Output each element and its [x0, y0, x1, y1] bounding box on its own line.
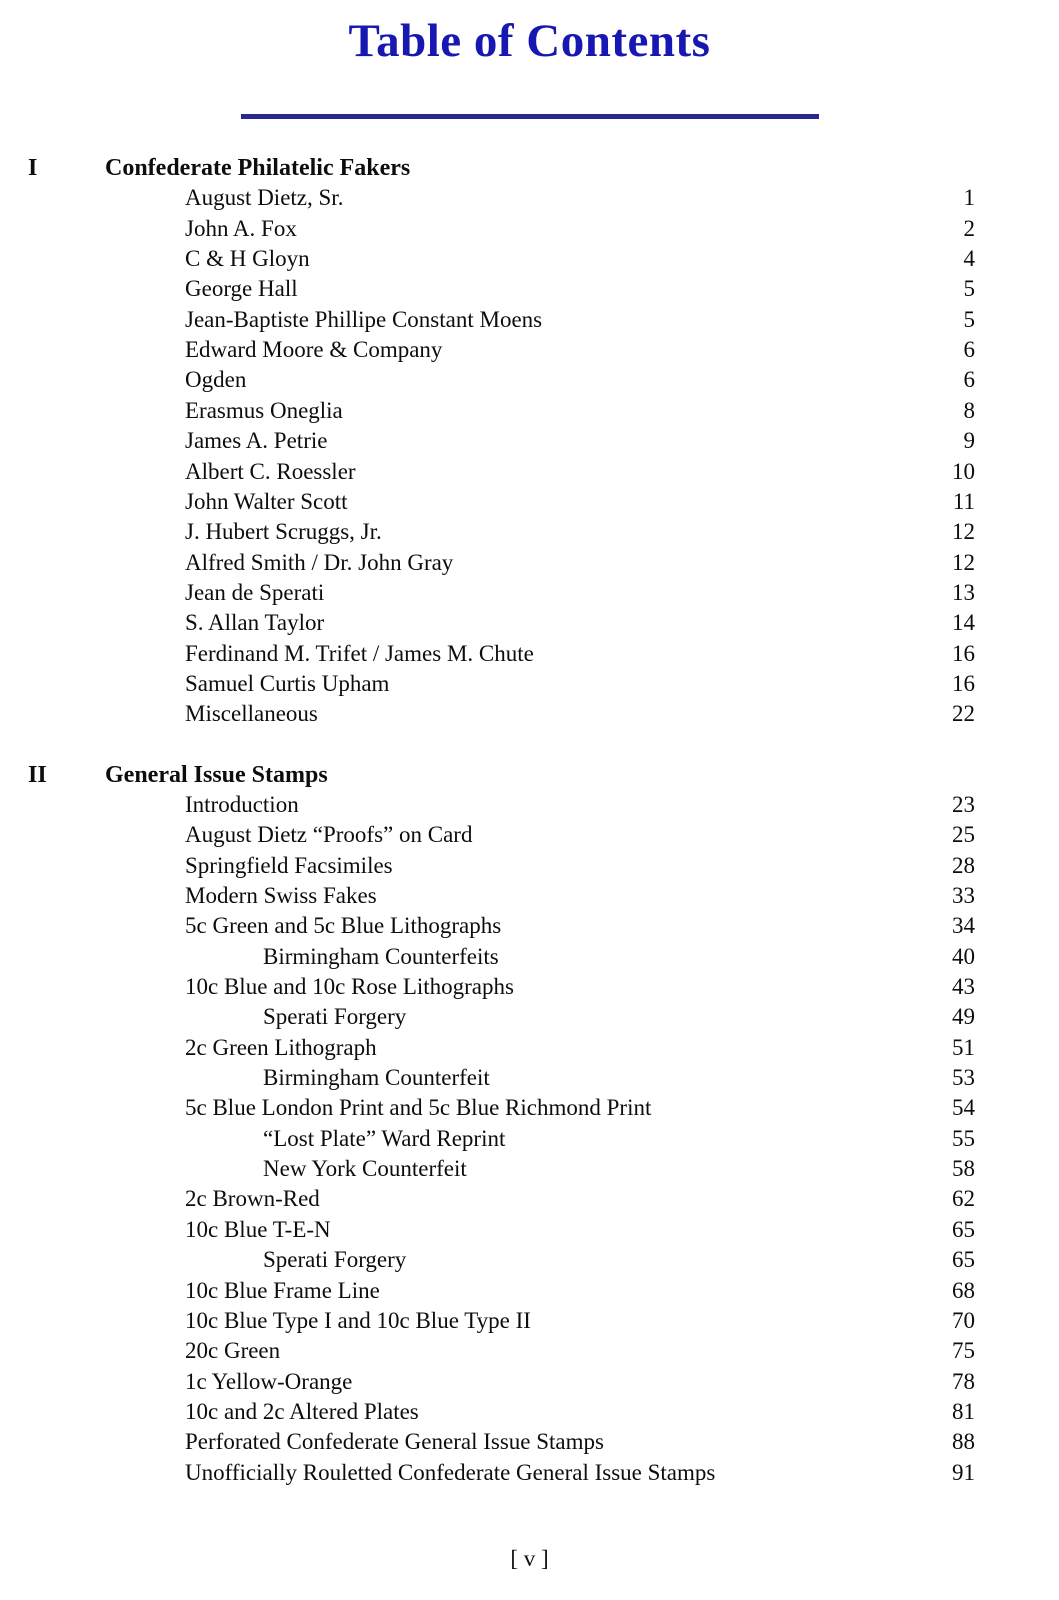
toc-entry-page: 34 [952, 913, 975, 939]
toc-entry-label: James A. Petrie [185, 428, 328, 454]
toc-entry-page: 6 [963, 337, 975, 363]
toc-entry-page: 9 [963, 428, 975, 454]
toc-entry-page: 70 [952, 1307, 975, 1333]
toc-entry-page: 54 [952, 1095, 975, 1121]
toc-entry-label: Erasmus Oneglia [185, 397, 343, 423]
toc-entry-page: 49 [952, 1004, 975, 1030]
toc-entry [0, 214, 1059, 244]
toc-entry-page: 33 [952, 883, 975, 909]
toc-entry-label: Ferdinand M. Trifet / James M. Chute [185, 640, 534, 666]
toc-entry [0, 305, 1059, 335]
toc-entry-page: 1 [963, 185, 975, 211]
toc-entry [0, 881, 1059, 911]
toc-entry [0, 608, 1059, 638]
toc-entry [0, 972, 1059, 1002]
toc-entry-page: 51 [952, 1034, 975, 1060]
toc-entry-page: 12 [952, 519, 975, 545]
toc-entry-page: 58 [952, 1156, 975, 1182]
toc-entry-page: 91 [952, 1459, 975, 1485]
section-header [0, 760, 1059, 790]
toc-entry-page: 16 [952, 640, 975, 666]
toc-entry-page: 5 [963, 306, 975, 332]
toc-entry [0, 365, 1059, 395]
toc-entry-label: 1c Yellow-Orange [185, 1368, 353, 1394]
toc-entry-label: Unofficially Rouletted Confederate General Issue Stamps [185, 1459, 716, 1485]
toc-entry [0, 548, 1059, 578]
toc-entry [0, 1336, 1059, 1366]
toc-entry [0, 942, 1059, 972]
toc-entry-label: Alfred Smith / Dr. John Gray [185, 549, 454, 575]
toc-entry-label: Miscellaneous [185, 701, 318, 727]
toc-entry-label: Jean de Sperati [185, 579, 325, 605]
toc-entry-label: Ogden [185, 367, 247, 393]
section-numeral: I [28, 155, 38, 181]
toc-entry [0, 1215, 1059, 1245]
toc-entry-page: 53 [952, 1065, 975, 1091]
toc-entry-label: New York Counterfeit [263, 1156, 467, 1182]
toc-entry-label: 10c Blue Frame Line [185, 1277, 380, 1303]
toc-body [0, 153, 1059, 1488]
toc-entry [0, 1367, 1059, 1397]
toc-entry-page: 11 [952, 488, 975, 514]
toc-entry-label: John A. Fox [185, 215, 297, 241]
toc-entry-label: S. Allan Taylor [185, 610, 325, 636]
toc-entry-label: Edward Moore & Company [185, 337, 443, 363]
section-title: General Issue Stamps [105, 761, 328, 788]
toc-entry [0, 396, 1059, 426]
toc-entry-label: 20c Green [185, 1338, 281, 1364]
toc-entry [0, 1154, 1059, 1184]
toc-entry-page: 2 [963, 215, 975, 241]
toc-entry-label: 10c Blue and 10c Rose Lithographs [185, 974, 514, 1000]
toc-entry [0, 457, 1059, 487]
toc-entry [0, 183, 1059, 213]
toc-entry-page: 22 [952, 701, 975, 727]
toc-entry-page: 16 [952, 670, 975, 696]
page-title: Table of Contents [348, 15, 711, 67]
toc-entry-page: 62 [952, 1186, 975, 1212]
section-header [0, 153, 1059, 183]
toc-entry [0, 1276, 1059, 1306]
toc-entry [0, 1093, 1059, 1123]
toc-entry-page: 10 [952, 458, 975, 484]
toc-entry-label: 10c and 2c Altered Plates [185, 1398, 419, 1424]
toc-entry [0, 1002, 1059, 1032]
toc-entry [0, 426, 1059, 456]
section-numeral: II [28, 761, 47, 788]
toc-entry-label: Jean-Baptiste Phillipe Constant Moens [185, 306, 543, 332]
toc-entry-page: 55 [952, 1125, 975, 1151]
toc-entry-label: Modern Swiss Fakes [185, 883, 377, 909]
toc-entry-label: Sperati Forgery [263, 1247, 407, 1273]
toc-entry-label: Sperati Forgery [263, 1004, 407, 1030]
toc-entry [0, 1458, 1059, 1488]
toc-entry [0, 274, 1059, 304]
toc-entry-page: 65 [952, 1216, 975, 1242]
toc-entry-page: 78 [952, 1368, 975, 1394]
toc-entry-page: 43 [952, 974, 975, 1000]
toc-entry-page: 25 [952, 822, 975, 848]
toc-entry [0, 851, 1059, 881]
toc-entry [0, 1124, 1059, 1154]
toc-entry [0, 1245, 1059, 1275]
toc-entry-label: J. Hubert Scruggs, Jr. [185, 519, 382, 545]
toc-entry-label: C & H Gloyn [185, 246, 310, 272]
title-divider [241, 114, 819, 119]
toc-entry-label: 10c Blue Type I and 10c Blue Type II [185, 1307, 531, 1333]
toc-entry-page: 88 [952, 1429, 975, 1455]
toc-entry-label: “Lost Plate” Ward Reprint [263, 1125, 506, 1151]
toc-entry [0, 1184, 1059, 1214]
toc-entry [0, 820, 1059, 850]
toc-entry-label: Perforated Confederate General Issue Stamps [185, 1429, 604, 1455]
toc-entry-page: 28 [952, 852, 975, 878]
toc-entry-page: 65 [952, 1247, 975, 1273]
toc-entry [0, 911, 1059, 941]
toc-entry-page: 81 [952, 1398, 975, 1424]
toc-entry-page: 8 [963, 397, 975, 423]
toc-entry-page: 68 [952, 1277, 975, 1303]
toc-entry-page: 5 [963, 276, 975, 302]
toc-section [0, 153, 1059, 730]
toc-entry-label: John Walter Scott [185, 488, 348, 514]
toc-entry-label: August Dietz, Sr. [185, 185, 344, 211]
toc-entry [0, 639, 1059, 669]
toc-entry [0, 487, 1059, 517]
toc-entry-page: 13 [952, 579, 975, 605]
section-title: Confederate Philatelic Fakers [105, 155, 411, 181]
toc-entry [0, 1427, 1059, 1457]
toc-section [0, 760, 1059, 1488]
toc-entry [0, 1397, 1059, 1427]
toc-entry-page: 4 [963, 246, 975, 272]
toc-entry-label: 5c Green and 5c Blue Lithographs [185, 913, 502, 939]
toc-entry-page: 23 [952, 792, 975, 817]
toc-entry [0, 669, 1059, 699]
toc-entry-page: 6 [963, 367, 975, 393]
toc-entry-page: 12 [952, 549, 975, 575]
toc-entry [0, 335, 1059, 365]
toc-entry-label: George Hall [185, 276, 298, 302]
toc-entry [0, 790, 1059, 820]
toc-entry-label: August Dietz “Proofs” on Card [185, 822, 473, 848]
toc-entry [0, 578, 1059, 608]
toc-entry [0, 517, 1059, 547]
toc-entry [0, 1033, 1059, 1063]
toc-entry-page: 75 [952, 1338, 975, 1364]
toc-entry-label: Birmingham Counterfeits [263, 943, 499, 969]
toc-entry [0, 1063, 1059, 1093]
toc-entry [0, 244, 1059, 274]
toc-entry-page: 40 [952, 943, 975, 969]
toc-entry [0, 699, 1059, 729]
toc-entry-label: Samuel Curtis Upham [185, 670, 390, 696]
toc-entry-label: Birmingham Counterfeit [263, 1065, 490, 1091]
toc-entry-page: 14 [952, 610, 975, 636]
toc-entry-label: 10c Blue T-E-N [185, 1216, 331, 1242]
toc-entry [0, 1306, 1059, 1336]
toc-entry-label: 2c Brown-Red [185, 1186, 320, 1212]
toc-entry-label: 2c Green Lithograph [185, 1034, 377, 1060]
page-number-footer: [ v ] [510, 1546, 549, 1571]
toc-entry-label: Introduction [185, 792, 299, 817]
toc-entry-label: Springfield Facsimiles [185, 852, 393, 878]
toc-entry-label: 5c Blue London Print and 5c Blue Richmond Print [185, 1095, 652, 1121]
toc-entry-label: Albert C. Roessler [185, 458, 356, 484]
